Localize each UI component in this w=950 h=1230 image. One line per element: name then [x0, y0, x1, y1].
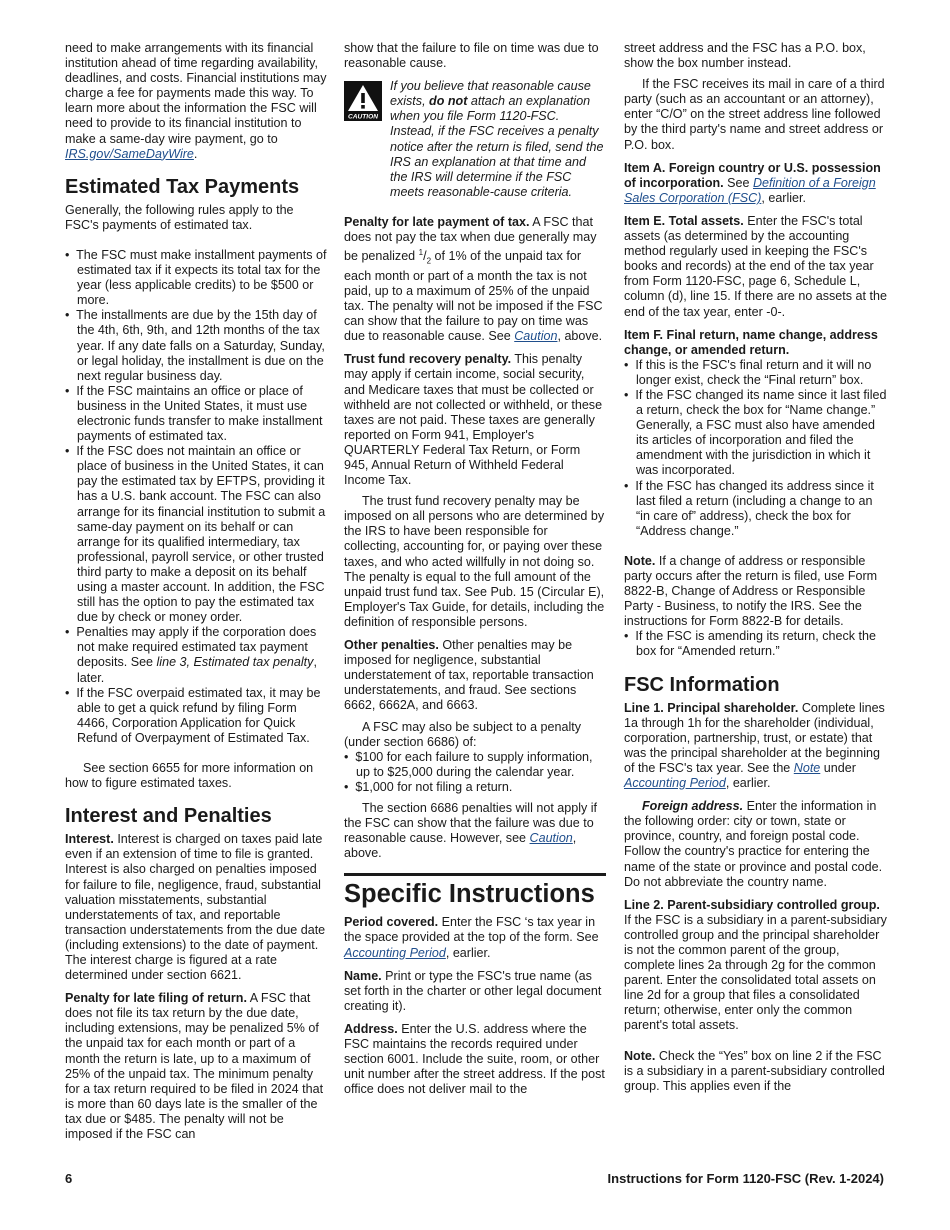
paragraph-interest: Interest. Interest is charged on taxes paid late even if an extension of time to file is granted. Interest is also charged on penalties imposed for failure to file, negligence, fraud, substantial valuation misstatements, substantial understatements of tax, and reportable transaction understatements from the due date (including extensions) to the date of payment. The interest charge is figured at a rate determined under section 6621.	[65, 832, 326, 983]
column-2	[344, 41, 606, 1097]
paragraph-note-change-address: Note. If a change of address or responsible party occurs after the return is filed, use Form 8822-B, Change of Address or Responsible Party - Business, to notify the IRS. See the instructions for Form 8822-B for details.	[624, 553, 878, 629]
list-item: • Penalties may apply if the corporation does not make required estimated tax payment deposits. See line 3, Estimated tax penalty, later.	[65, 625, 317, 685]
paragraph-line-2: Line 2. Parent-subsidiary controlled group. If the FSC is a subsidiary in a parent-subsidiary controlled group and the principal shareholder is not the common parent of the group, complete lines 2a through 2g for the common parent. Enter the consolidated total assets on line 2d for a group that files a consolidated return; otherwise, enter only the common parent's total assets.	[624, 897, 887, 1033]
list-item: • If the FSC has changed its address since it last filed a return (including a change to an “in care of” address), check the box for “Address change.”	[624, 478, 874, 538]
heading-specific-instructions: Specific Instructions	[344, 873, 606, 909]
heading-fsc-information: FSC Information	[624, 673, 780, 696]
page-number: 6	[65, 1171, 73, 1186]
paragraph-care-of: If the FSC receives its mail in care of a third party (such as an accountant or an attorney), enter “C/O” on the street address line followed by the third party's name and street address or P.O. box.	[624, 77, 885, 152]
paragraph-late-payment: Penalty for late payment of tax. A FSC that does not pay the tax when due generally may be penalized $^1/_2$ of 1% of the unpaid tax for each month or part of a month the tax is not paid, up to a maximum of 25% of the unpaid tax. The penalty will not be imposed if the FSC can show that the failure to pay on time was due to reasonable cause. See Caution, above.	[344, 214, 603, 344]
paragraph-item-e: Item E. Total assets. Enter the FSC's total assets (as determined by the accounting method regularly used in keeping the FSC's books and records) at the end of the tax year from Form 1120-FSC, page 6, Schedule L, column (d), line 15. If there are no assets at the end of the tax year, enter -0-.	[624, 213, 887, 319]
paragraph-name: Name. Print or type the FSC's true name (as set forth in the charter or other legal document creating it).	[344, 968, 602, 1013]
paragraph-foreign-address: Foreign address. Enter the information in the following order: city or town, state or province, country, and foreign postal code. Follow the country's practice for entering the name of the state or province and postal code. Do not abbreviate the country name.	[624, 799, 883, 889]
heading-interest-and-penalties: Interest and Penalties	[65, 805, 272, 828]
list-item: • $100 for each failure to supply information, up to $25,000 during the calendar year.	[344, 749, 593, 779]
paragraph-item-f: Item F. Final return, name change, address change, or amended return.	[624, 327, 878, 357]
paragraph-same-day-wire: need to make arrangements with its financial institution ahead of time regarding availability, deadlines, and costs. Financial institutions may charge a fee for payments made this way. To learn more about the information the FSC will need to provide to its financial institution to make a same-day wire payment, go to IRS.gov/SameDayWire.	[65, 41, 327, 161]
list-item: • The installments are due by the 15th day of the 4th, 6th, 9th, and 12th months of the tax year. If any date falls on a Saturday, Sunday, or legal holiday, the installment is due on the next regular business day.	[65, 308, 325, 383]
list-item: • If the FSC does not maintain an office or place of business in the United States, it can pay the estimated tax by EFTPS, providing it has a U.S. bank account. The FSC can also arrange for its financial institution to submit a same-day payment on its behalf or can arrange for its qualified intermediary, tax professional, payroll service, or other trusted third party to make a deposit on its behalf using a master account. In addition, the FSC still has the option to pay the estimated tax due by check or money order.	[65, 444, 326, 625]
paragraph-late-filing: Penalty for late filing of return. A FSC that does not file its tax return by the due date, including extensions, may be penalized 5% of the unpaid tax for each month or part of a month the return is late, up to a maximum of 25% of the unpaid tax. The minimum penalty for a tax return required to be filed in 2024 that is more than 60 days late is the smaller of the tax due or $485. The penalty will not be imposed if the FSC can	[65, 991, 324, 1141]
paragraph-section-6686: A FSC may also be subject to a penalty (under section 6686) of:	[344, 719, 581, 749]
paragraph-address: Address. Enter the U.S. address where the FSC maintains the records required under section 6001. Include the suite, room, or other unit number after the street address. If the post office does not deliver mail to the	[344, 1021, 605, 1097]
footer-form-title: Instructions for Form 1120-FSC (Rev. 1-2024)	[607, 1171, 884, 1186]
accounting-period-link-2[interactable]: Accounting Period	[624, 776, 726, 791]
paragraph-section-6655: See section 6655 for more information on how to figure estimated taxes.	[65, 761, 314, 791]
list-item: • If the FSC changed its name since it last filed a return, check the box for “Name change.” Generally, a FSC must also have amended its articles of incorporation and filed the amendment with the jurisdiction in which it was incorporated.	[624, 387, 887, 478]
paragraph-po-box: street address and the FSC has a P.O. box, show the box number instead.	[624, 41, 866, 71]
column-3	[624, 41, 887, 1094]
accounting-period-link[interactable]: Accounting Period	[344, 945, 446, 960]
list-item: • If the FSC maintains an office or place of business in the United States, it must use electronic funds transfer to make installment payments of estimated tax.	[65, 383, 323, 444]
list-item: • If the FSC overpaid estimated tax, it may be able to get a quick refund by filing Form 4466, Corporation Application for Quick Refund of Overpayment of Estimated Tax.	[65, 685, 321, 745]
list-item: • If this is the FSC's final return and it will no longer exist, check the “Final return” box.	[624, 357, 872, 387]
note-link[interactable]: Note	[793, 760, 821, 775]
paragraph-item-a: Item A. Foreign country or U.S. possession of incorporation. See Definition of a Foreign Sales Corporation (FSC), earlier.	[624, 160, 881, 205]
svg-text:CAUTION: CAUTION	[347, 113, 379, 121]
paragraph-note-yes-box: Note. Check the “Yes” box on line 2 if the FSC is a subsidiary in a parent-subsidiary controlled group. This applies even if the	[624, 1048, 885, 1093]
list-item: • The FSC must make installment payments of estimated tax if it expects its total tax for the year (less applicable credits) to be $500 or more.	[65, 247, 327, 308]
paragraph-trust-fund-2: The trust fund recovery penalty may be imposed on all persons who are determined by the IRS to have been responsible for collecting, accounting for, or paying over these taxes, and who acted willfully in not doing so. The penalty is equal to the full amount of the unpaid trust fund tax. See Pub. 15 (Circular E), Employer's Tax Guide, for details, including the definition of responsible persons.	[344, 494, 605, 629]
paragraph-general-rules: Generally, the following rules apply to the FSC's payments of estimated tax.	[65, 202, 294, 232]
caution-link[interactable]: Caution	[514, 329, 558, 344]
paragraph-continued: show that the failure to file on time was due to reasonable cause.	[344, 41, 599, 71]
caution-note: CAUTION If you believe that reasonable cause exists, do not attach an explanation when you file Form 1120-FSC. Instead, if the FSC receives a penalty notice after the return is filed, send the IRS an explanation at that time and the IRS will determine if the FSC meets reasonable-cause criteria.	[344, 79, 606, 200]
caution-link-2[interactable]: Caution	[529, 831, 573, 846]
paragraph-period-covered: Period covered. Enter the FSC ‘s tax year in the space provided at the top of the form. See Accounting Period, earlier.	[344, 915, 599, 960]
list-item: • $1,000 for not filing a return.	[344, 779, 513, 794]
estimated-tax-bullets	[65, 248, 329, 746]
fsc-definition-link[interactable]: Definition of a Foreign Sales Corporation (FSC)	[624, 175, 876, 205]
paragraph-trust-fund: Trust fund recovery penalty. This penalty may apply if certain income, social security, and Medicare taxes that must be collected or withheld are not collected or withheld, or these taxes are not paid. These taxes are generally reported on Form 941, Employer's QUARTERLY Federal Tax Return, or Form 945, Annual Return of Withheld Federal Income Tax.	[344, 352, 603, 488]
caution-icon	[344, 81, 382, 121]
heading-estimated-tax-payments: Estimated Tax Payments	[65, 175, 300, 198]
same-day-wire-link[interactable]: IRS.gov/SameDayWire	[65, 146, 194, 161]
paragraph-6686-reasonable-cause: The section 6686 penalties will not apply if the FSC can show that the failure was due to reasonable cause. However, see Caution, above.	[344, 800, 598, 861]
list-item: • If the FSC is amending its return, check the box for “Amended return.”	[624, 629, 876, 659]
paragraph-other-penalties: Other penalties. Other penalties may be imposed for negligence, substantial understatement of tax, reportable transaction understatements, and fraud. See sections 6662, 6662A, and 6663.	[344, 638, 594, 713]
column-1	[65, 41, 329, 1142]
paragraph-line-1: Line 1. Principal shareholder. Complete lines 1a through 1h for the shareholder (individual, corporation, partnership, trust, or estate) that was the principal shareholder at the beginning of the FSC's tax year. See the Note under Accounting Period, earlier.	[624, 700, 885, 791]
